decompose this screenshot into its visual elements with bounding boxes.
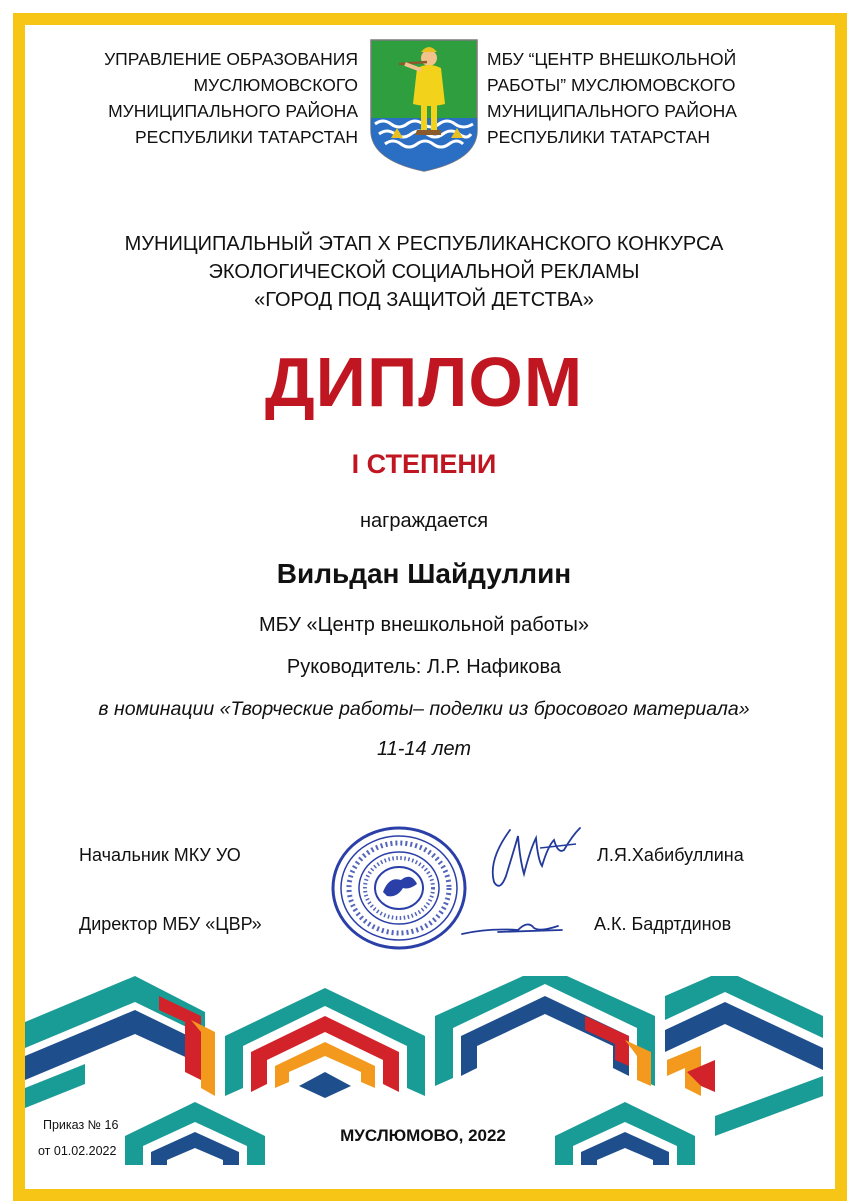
issuer-right-line: РЕСПУБЛИКИ ТАТАРСТАН xyxy=(487,127,711,147)
issuer-right-line: МУНИЦИПАЛЬНОГО РАЙОНА xyxy=(487,101,737,121)
contest-line: МУНИЦИПАЛЬНЫЙ ЭТАП X РЕСПУБЛИКАНСКОГО КОНКУРСА xyxy=(124,233,724,255)
signatory-name: А.К. Бадртдинов xyxy=(594,914,732,934)
order-date: от 01.02.2022 xyxy=(38,1144,117,1158)
recipient-organization: МБУ «Центр внешкольной работы» xyxy=(258,614,590,636)
order-number: Приказ № 16 xyxy=(43,1118,119,1132)
recipient-name: Вильдан Шайдуллин xyxy=(276,558,572,589)
leader-name: Руководитель: Л.Р. Нафикова xyxy=(286,656,562,678)
issuer-right-line: МБУ “ЦЕНТР ВНЕШКОЛЬНОЙ xyxy=(487,49,737,69)
issuer-right-line: РАБОТЫ” МУСЛЮМОВСКОГО xyxy=(487,75,736,95)
issuer-left xyxy=(60,46,358,150)
signatory-role: Директор МБУ «ЦВР» xyxy=(79,914,262,934)
age-group: 11-14 лет xyxy=(376,738,472,760)
city-year: МУСЛЮМОВО, 2022 xyxy=(340,1126,506,1145)
issuer-left-line: МУСЛЮМОВСКОГО xyxy=(193,75,358,95)
awarded-text: награждается xyxy=(359,510,489,532)
nomination-text: в номинации «Творческие работы– поделки из бросового материала» xyxy=(98,698,750,720)
issuer-left-line: УПРАВЛЕНИЕ ОБРАЗОВАНИЯ xyxy=(104,49,358,69)
issuer-left-line: РЕСПУБЛИКИ ТАТАРСТАН xyxy=(134,127,358,147)
seal-stamp-icon xyxy=(331,826,467,950)
contest-name xyxy=(40,230,808,314)
signatory-name: Л.Я.Хабибуллина xyxy=(597,845,744,865)
contest-line: ЭКОЛОГИЧЕСКОЙ СОЦИАЛЬНОЙ РЕКЛАМЫ xyxy=(208,261,640,283)
issuer-right xyxy=(487,46,787,150)
contest-line: «ГОРОД ПОД ЗАЩИТОЙ ДЕТСТВА» xyxy=(254,289,594,311)
diploma-degree: I СТЕПЕНИ xyxy=(351,449,497,479)
signature-2-icon xyxy=(458,910,568,946)
signature-1-icon xyxy=(480,820,590,900)
coat-of-arms-icon xyxy=(369,38,479,173)
issuer-left-line: МУНИЦИПАЛЬНОГО РАЙОНА xyxy=(108,101,358,121)
signatory-role: Начальник МКУ УО xyxy=(79,845,241,865)
diploma-title: ДИПЛОМ xyxy=(264,343,584,421)
